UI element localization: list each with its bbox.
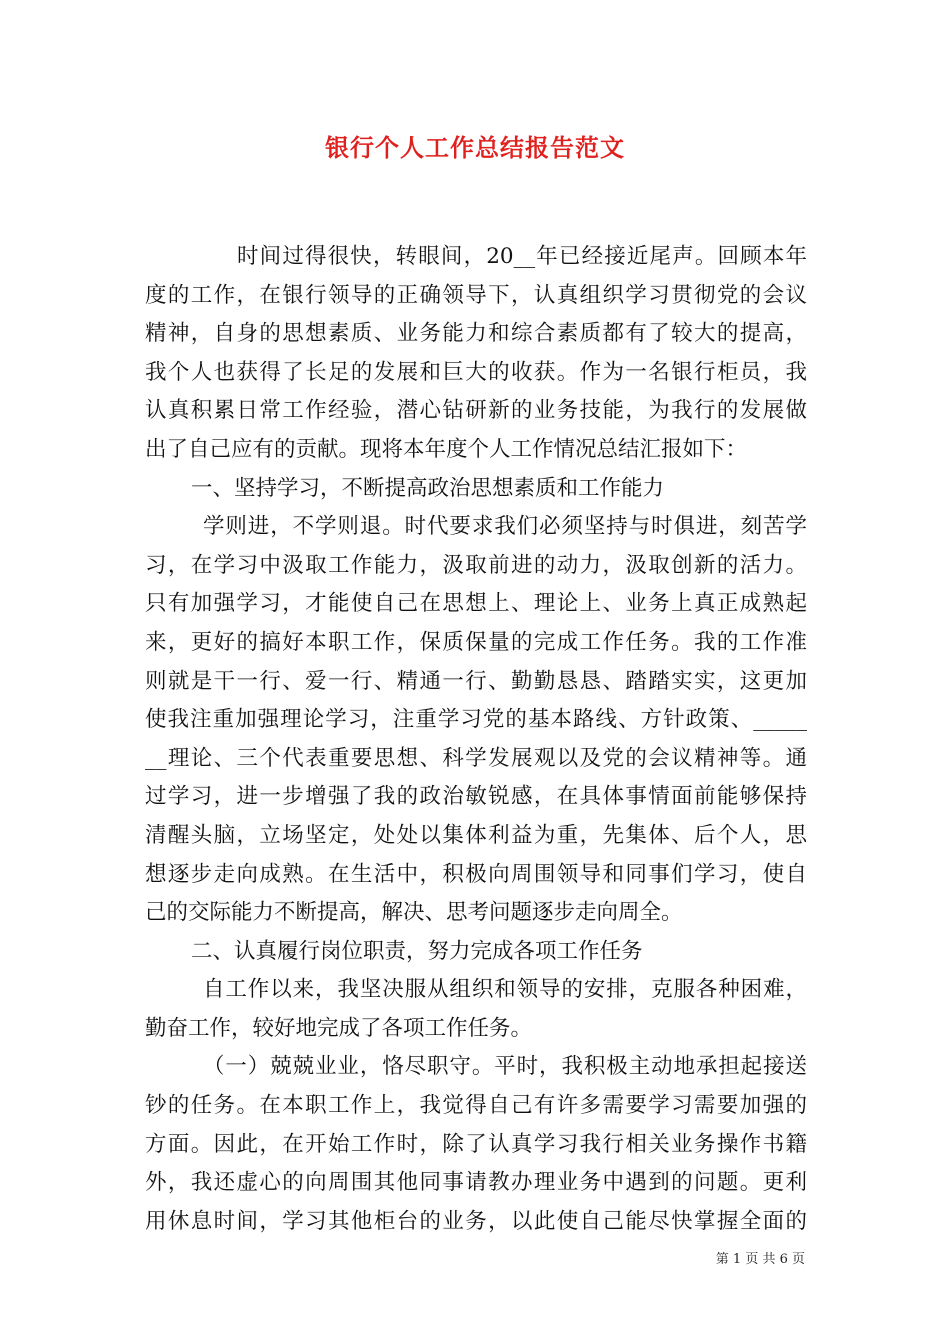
body-line: 想逐步走向成熟。在生活中，积极向周围领导和同事们学习，使自 xyxy=(145,861,807,887)
page-number: 第 1 页 共 6 页 xyxy=(715,1252,805,1267)
body-line: 度的工作，在银行领导的正确领导下，认真组织学习贯彻党的会议 xyxy=(145,282,807,308)
body-line: 我个人也获得了长足的发展和巨大的收获。作为一名银行柜员，我 xyxy=(145,359,807,385)
body-line: 时间过得很快，转眼间，20__年已经接近尾声。回顾本年 xyxy=(237,244,807,269)
body-line: 过学习，进一步增强了我的政治敏锐感，在具体事情面前能够保持 xyxy=(145,784,807,810)
body-line: 学则进，不学则退。时代要求我们必须坚持与时俱进，刻苦学 xyxy=(203,514,807,540)
body-line: __理论、三个代表重要思想、科学发展观以及党的会议精神等。通 xyxy=(145,745,807,771)
body-line: 习，在学习中汲取工作能力，汲取前进的动力，汲取创新的活力。 xyxy=(145,552,807,578)
body-line: 只有加强学习，才能使自己在思想上、理论上、业务上真正成熟起 xyxy=(145,591,807,617)
body-line: 认真积累日常工作经验，潜心钻研新的业务技能，为我行的发展做 xyxy=(145,398,807,424)
body-line: 精神，自身的思想素质、业务能力和综合素质都有了较大的提高， xyxy=(145,321,807,347)
body-line: 钞的任务。在本职工作上，我觉得自己有许多需要学习需要加强的 xyxy=(145,1093,807,1119)
body-line: 勤奋工作，较好地完成了各项工作任务。 xyxy=(145,1015,533,1041)
body-line: 使我注重加强理论学习，注重学习党的基本路线、方针政策、_____ xyxy=(145,707,807,733)
body-line: 清醒头脑，立场坚定，处处以集体利益为重，先集体、后个人，思 xyxy=(145,822,807,848)
body-line: 外，我还虚心的向周围其他同事请教办理业务中遇到的问题。更利 xyxy=(145,1170,807,1196)
body-line: 自工作以来，我坚决服从组织和领导的安排，克服各种困难， xyxy=(203,977,807,1003)
body-line: 方面。因此，在开始工作时，除了认真学习我行相关业务操作书籍 xyxy=(145,1131,807,1157)
document-title: 银行个人工作总结报告范文 xyxy=(325,133,625,162)
body-line: 出了自己应有的贡献。现将本年度个人工作情况总结汇报如下： xyxy=(145,436,748,462)
section-heading: 一、坚持学习，不断提高政治思想素质和工作能力 xyxy=(191,475,665,501)
section-heading: 二、认真履行岗位职责，努力完成各项工作任务 xyxy=(191,938,643,964)
body-line: 己的交际能力不断提高，解决、思考问题逐步走向周全。 xyxy=(145,900,683,926)
document-body xyxy=(145,238,807,1241)
body-line: 用休息时间，学习其他柜台的业务，以此使自己能尽快掌握全面的 xyxy=(145,1208,807,1234)
body-line: （一）兢兢业业，恪尽职守。平时，我积极主动地承担起接送 xyxy=(203,1054,807,1080)
body-line: 则就是干一行、爱一行、精通一行、勤勤恳恳、踏踏实实，这更加 xyxy=(145,668,807,694)
body-line: 来，更好的搞好本职工作，保质保量的完成工作任务。我的工作准 xyxy=(145,629,807,655)
